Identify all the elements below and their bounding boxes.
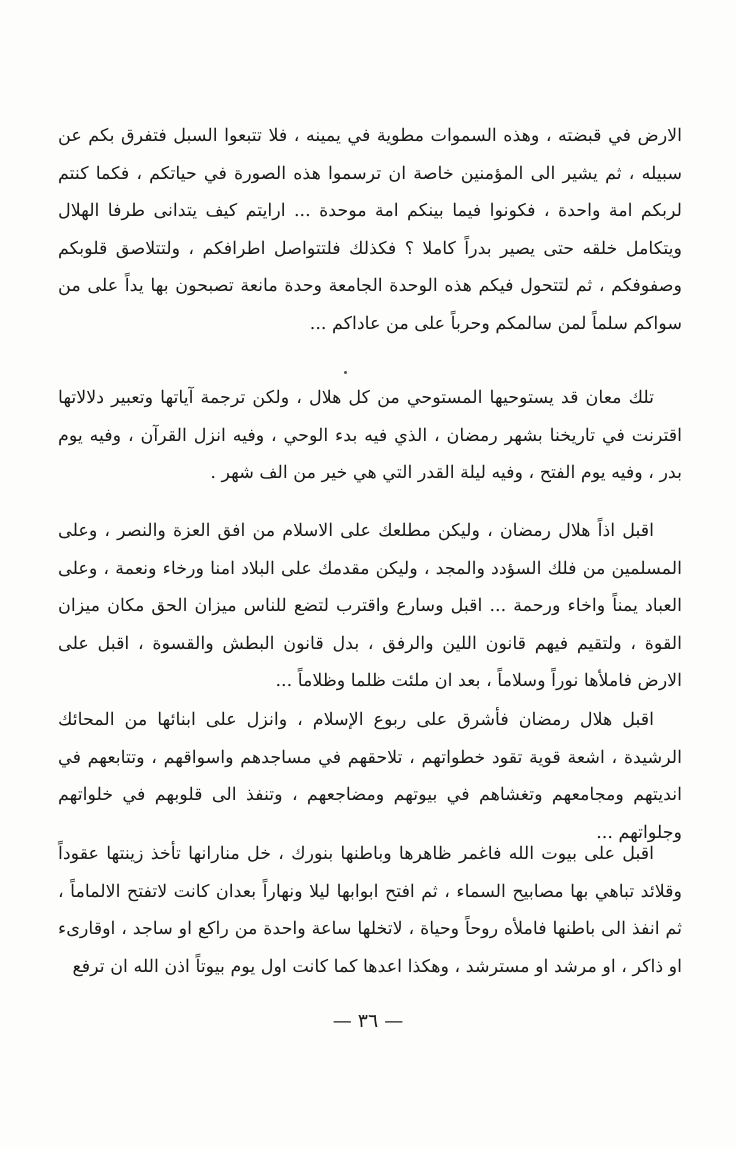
paragraph-3 xyxy=(58,513,682,701)
paragraph-1 xyxy=(58,118,682,343)
paragraph-text: الارض في قبضته ، وهذه السموات مطوية في يمينه ، فلا تتبعوا السبل فتفرق بكم عن سبيله ، ثم يشير الى المؤمنين خاصة ان ترسموا هذه الصورة في حياتكم ، فكما كنتم لربكم امة واحدة ، فكونوا فيما بينكم امة موحدة ... ارايتم كيف يتدانى طرفا الهلال ويتكامل خلقه حتى يصير بدراً كاملا ؟ فكذلك فلتتواصل اطرافكم ، ولتتلاصق قلوبكم وصفوفكم ، ثم لتتحول فيكم هذه الوحدة الجامعة وحدة مانعة تصبحون بها يداً على من سواكم سلماً لمن سالمكم وحرباً على من عاداكم ... xyxy=(58,126,682,334)
paragraph-text: اقبل على بيوت الله فاغمر ظاهرها وباطنها بنورك ، خل منارانها تأخذ زينتها عقوداً وقلائد تباهي بها مصابيح السماء ، ثم افتح ابوابها ليلا ونهاراً بعدان كانت لاتفتح الالماماً ، ثم انفذ الى باطنها فاملأه روحاً وحياة ، لاتخلها ساعة واحدة من راكع او ساجد ، اوقارىء او ذاكر ، او مرشد او مسترشد ، وهكذا اعدها كما كانت اول يوم بيوتاً اذن الله ان ترفع xyxy=(58,844,682,977)
ink-speck xyxy=(344,371,347,374)
paragraph-text: تلك معان قد يستوحيها المستوحي من كل هلال ، ولكن ترجمة آياتها وتعبير دلالاتها اقترنت في تاريخنا بشهر رمضان ، الذي فيه بدء الوحي ، وفيه انزل القرآن ، وفيه يوم بدر ، وفيه يوم الفتح ، وفيه ليلة القدر التي هي خير من الف شهر . xyxy=(58,388,682,483)
paragraph-text: اقبل هلال رمضان فأشرق على ربوع الإسلام ، وانزل على ابنائها من المحائك الرشيدة ، اشعة قوية تقود خطواتهم ، تلاحقهم في مساجدهم واسواقهم ، وتتابعهم في انديتهم ومجامعهم وتغشاهم في بيوتهم ومضاجعهم ، وتنفذ الى قلوبهم في خلواتهم وجلواتهم ... xyxy=(58,710,682,843)
paragraph-text: اقبل اذاً هلال رمضان ، وليكن مطلعك على الاسلام من افق العزة والنصر ، وعلى المسلمين من فلك السؤدد والمجد ، وليكن مقدمك على البلاد امنا ورخاء ونعمة ، وعلى العباد يمناً واخاء ورحمة ... اقبل وسارع واقترب لتضع للناس ميزان الحق مكان ميزان القوة ، ولتقيم فيهم قانون اللين والرفق ، بدل قانون البطش والقسوة ، اقبل على الارض فاملأها نوراً وسلاماً ، بعد ان ملئت ظلما وظلاماً ... xyxy=(58,521,682,691)
paragraph-4 xyxy=(58,702,682,852)
paragraph-2 xyxy=(58,380,682,493)
page-number: — ٣٦ — xyxy=(332,1010,404,1032)
paragraph-5 xyxy=(58,836,682,986)
